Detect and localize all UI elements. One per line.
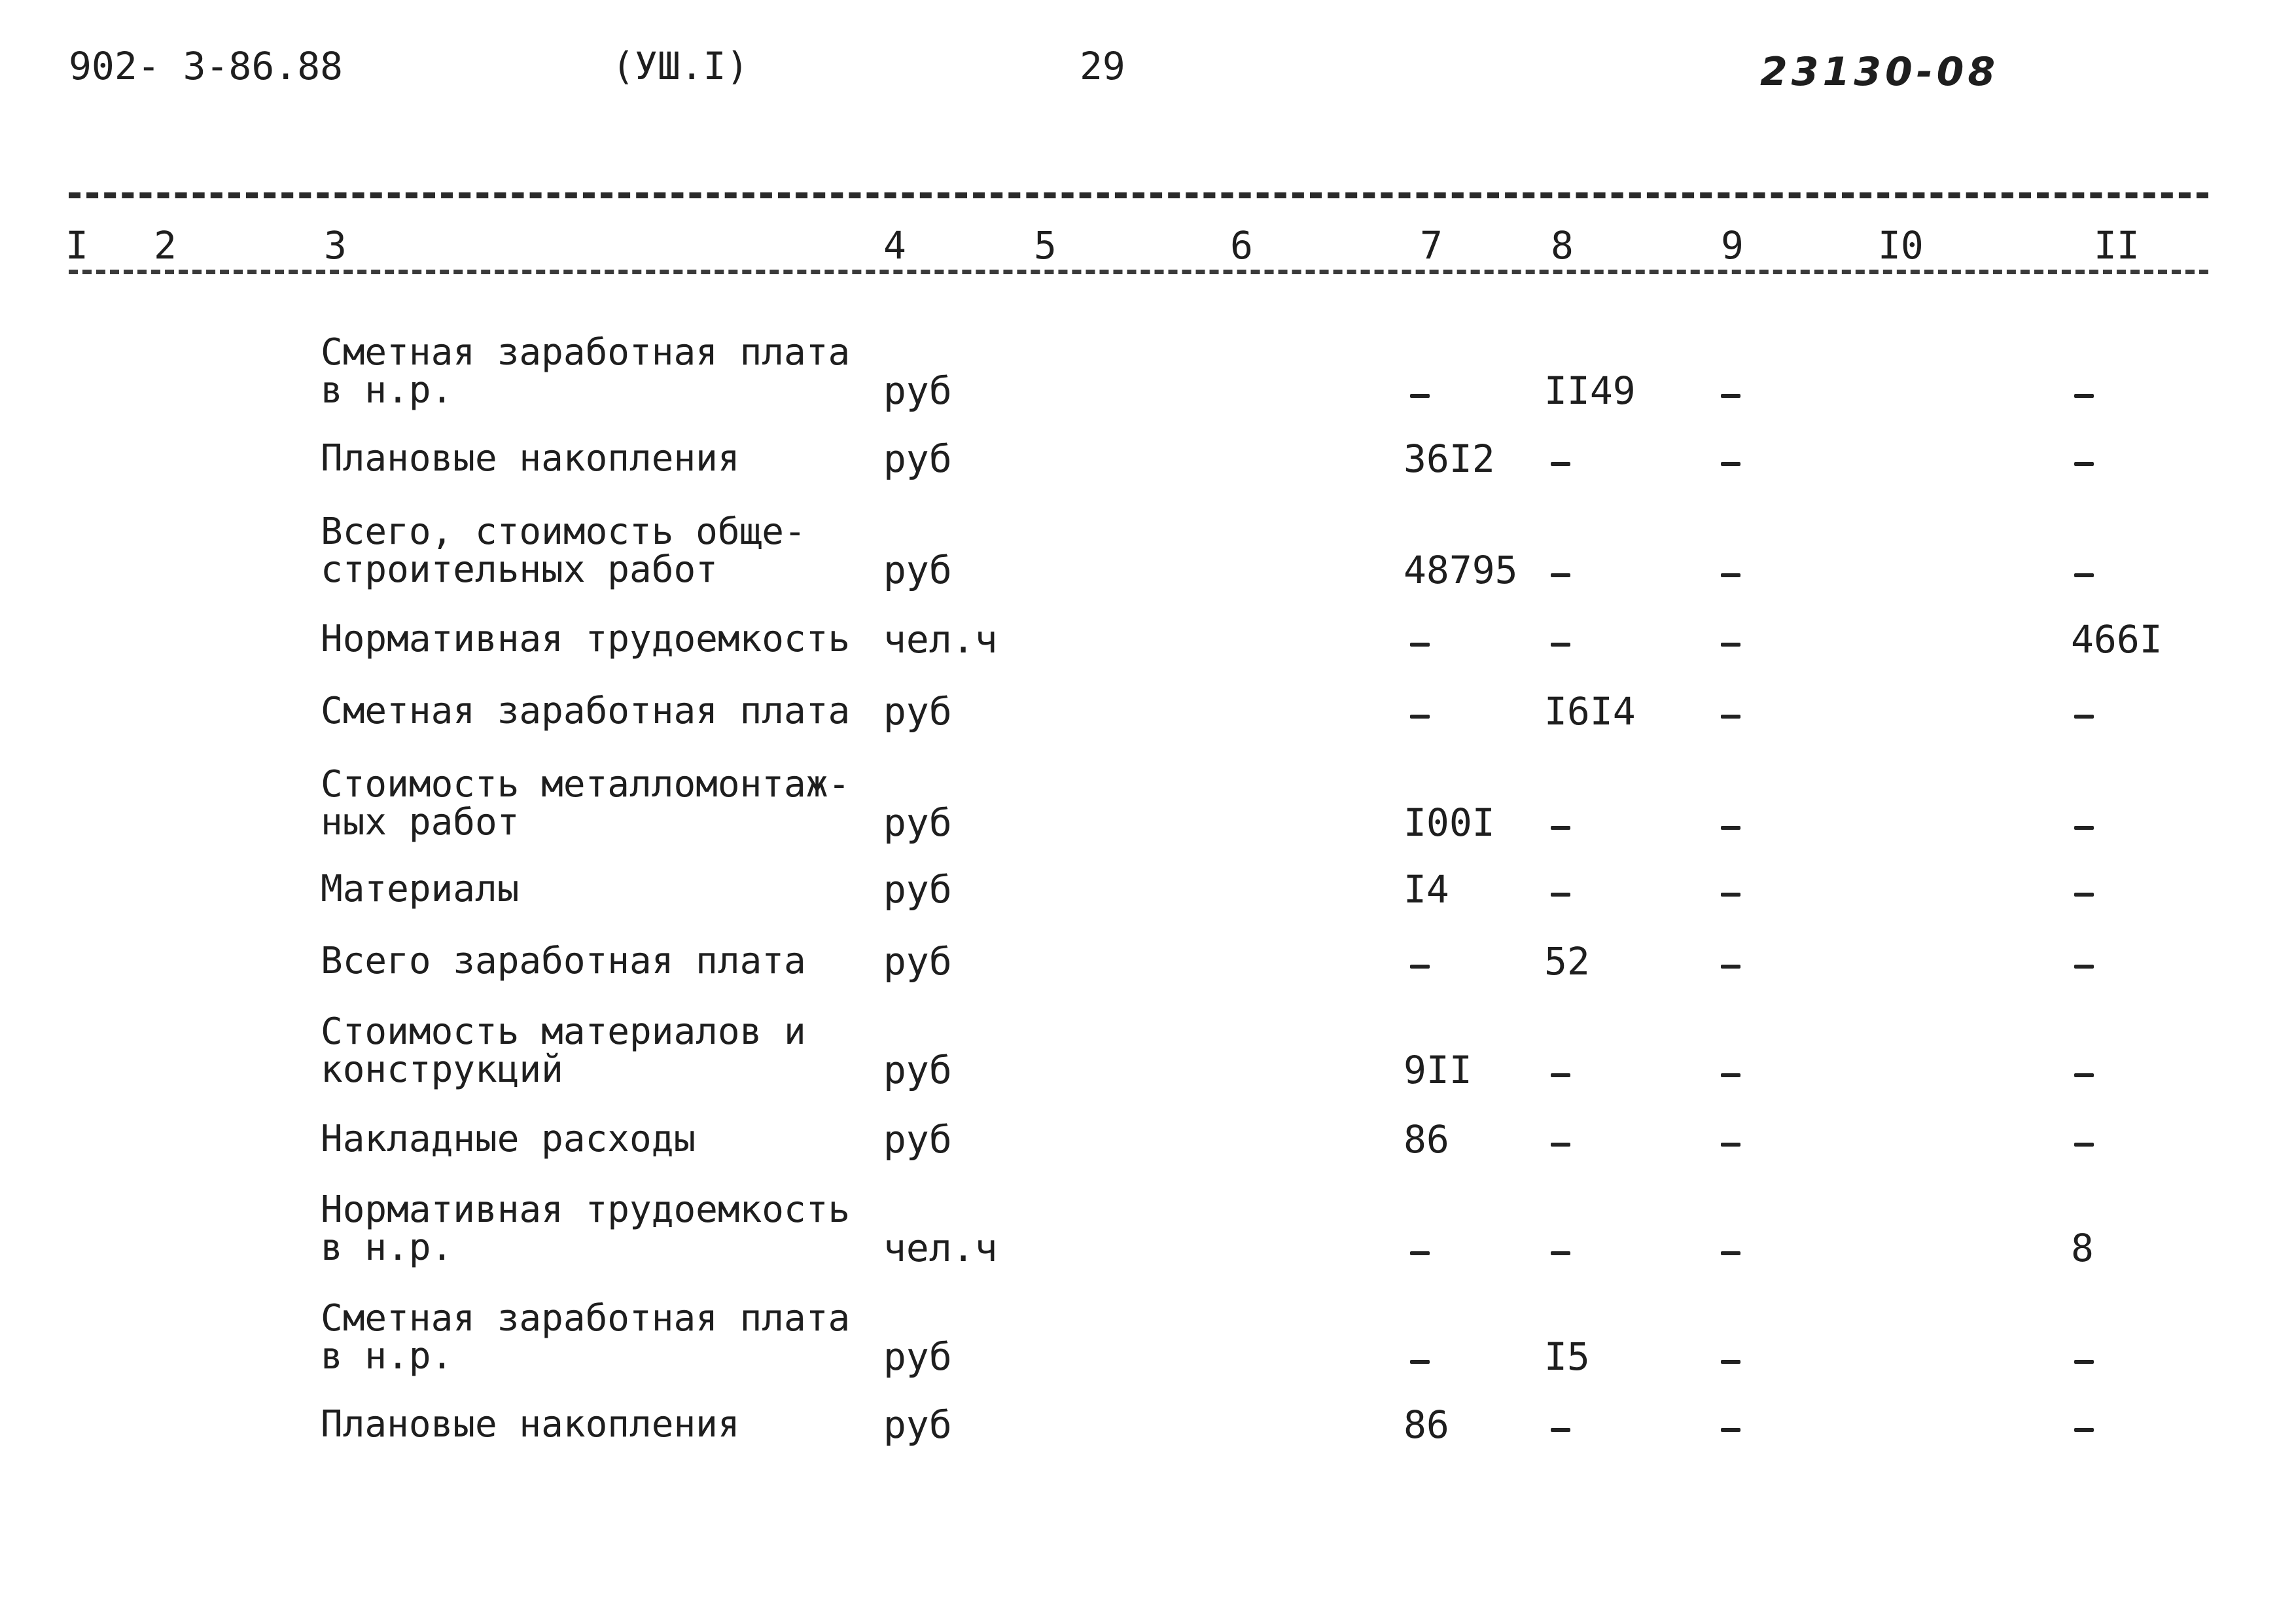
top-dashed-rule — [69, 192, 2208, 198]
row-description: Стоимость материалов и конструкций — [321, 1010, 806, 1091]
empty-dash-c11 — [2074, 1073, 2094, 1077]
empty-dash-c11 — [2074, 1143, 2094, 1147]
value-c7: 48795 — [1404, 548, 1518, 592]
empty-dash-c7 — [1410, 1360, 1430, 1364]
sheet-code-handwritten: 23130-08 — [1760, 49, 2000, 95]
row-description: Плановые накопления — [321, 1403, 740, 1446]
empty-dash-c9 — [1721, 893, 1740, 897]
empty-dash-c7 — [1410, 643, 1430, 647]
empty-dash-c8 — [1551, 826, 1570, 830]
empty-dash-c11 — [2074, 826, 2094, 830]
empty-dash-c11 — [2074, 1360, 2094, 1364]
row-description: Плановые накопления — [321, 437, 740, 480]
value-c8: II49 — [1544, 368, 1636, 413]
empty-dash-c9 — [1721, 573, 1740, 577]
empty-dash-c9 — [1721, 1428, 1740, 1432]
empty-dash-c8 — [1551, 1143, 1570, 1147]
empty-dash-c7 — [1410, 965, 1430, 969]
value-c7: 36I2 — [1404, 437, 1495, 481]
row-unit: руб — [883, 437, 952, 481]
empty-dash-c9 — [1721, 1251, 1740, 1255]
row-unit: руб — [883, 939, 952, 984]
empty-dash-c8 — [1551, 462, 1570, 466]
value-c7: 9II — [1404, 1048, 1472, 1092]
value-c7: 86 — [1404, 1402, 1449, 1447]
row-unit: руб — [883, 689, 952, 734]
empty-dash-c11 — [2074, 462, 2094, 466]
row-description: Стоимость металломонтаж- ных работ — [321, 763, 851, 844]
empty-dash-c9 — [1721, 394, 1740, 398]
row-description: Всего, стоимость обще- строительных работ — [321, 510, 806, 591]
column-number: 2 — [154, 223, 177, 268]
empty-dash-c8 — [1551, 643, 1570, 647]
row-description: Всего заработная плата — [321, 940, 806, 982]
row-unit: руб — [883, 800, 952, 845]
row-unit: руб — [883, 1048, 952, 1092]
value-c11: 466I — [2071, 617, 2163, 662]
column-number: 8 — [1551, 223, 1574, 268]
value-c8: I6I4 — [1544, 689, 1636, 734]
row-unit: руб — [883, 548, 952, 592]
column-number: II — [2094, 223, 2140, 268]
empty-dash-c11 — [2074, 1428, 2094, 1432]
empty-dash-c8 — [1551, 1073, 1570, 1077]
page-number: 29 — [1080, 44, 1125, 88]
row-description: Сметная заработная плата в н.р. — [321, 331, 851, 412]
empty-dash-c11 — [2074, 893, 2094, 897]
row-unit: чел.ч — [883, 617, 998, 662]
row-description: Материалы — [321, 868, 520, 910]
empty-dash-c7 — [1410, 394, 1430, 398]
empty-dash-c9 — [1721, 826, 1740, 830]
row-description: Сметная заработная плата в н.р. — [321, 1297, 851, 1378]
empty-dash-c9 — [1721, 715, 1740, 719]
row-unit: руб — [883, 368, 952, 413]
section-code: (УШ.I) — [612, 44, 749, 88]
value-c7: 86 — [1404, 1117, 1449, 1162]
value-c8: I5 — [1544, 1334, 1590, 1379]
column-number: 4 — [883, 223, 906, 268]
empty-dash-c11 — [2074, 394, 2094, 398]
empty-dash-c11 — [2074, 573, 2094, 577]
row-description: Нормативная трудоемкость — [321, 618, 851, 660]
row-description: Сметная заработная плата — [321, 690, 851, 732]
empty-dash-c8 — [1551, 1251, 1570, 1255]
row-description: Накладные расходы — [321, 1118, 696, 1160]
value-c8: 52 — [1544, 939, 1590, 984]
row-unit: руб — [883, 1402, 952, 1447]
empty-dash-c11 — [2074, 965, 2094, 969]
column-number: I — [65, 223, 88, 268]
column-number: 6 — [1230, 223, 1253, 268]
column-number: 7 — [1420, 223, 1443, 268]
row-unit: чел.ч — [883, 1226, 998, 1270]
column-number: 5 — [1034, 223, 1057, 268]
document-code: 902- 3-86.88 — [69, 44, 344, 88]
row-unit: руб — [883, 867, 952, 912]
empty-dash-c7 — [1410, 715, 1430, 719]
empty-dash-c11 — [2074, 715, 2094, 719]
empty-dash-c7 — [1410, 1251, 1430, 1255]
value-c7: I4 — [1404, 867, 1449, 912]
column-number: 3 — [324, 223, 347, 268]
empty-dash-c9 — [1721, 462, 1740, 466]
row-unit: руб — [883, 1334, 952, 1379]
row-description: Нормативная трудоемкость в н.р. — [321, 1188, 851, 1269]
empty-dash-c8 — [1551, 573, 1570, 577]
value-c11: 8 — [2071, 1226, 2094, 1270]
column-number: 9 — [1721, 223, 1744, 268]
empty-dash-c8 — [1551, 1428, 1570, 1432]
row-unit: руб — [883, 1117, 952, 1162]
column-header-dashed-rule — [69, 270, 2208, 274]
empty-dash-c8 — [1551, 893, 1570, 897]
empty-dash-c9 — [1721, 1143, 1740, 1147]
column-number: I0 — [1878, 223, 1924, 268]
empty-dash-c9 — [1721, 643, 1740, 647]
empty-dash-c9 — [1721, 965, 1740, 969]
empty-dash-c9 — [1721, 1360, 1740, 1364]
empty-dash-c9 — [1721, 1073, 1740, 1077]
value-c7: I00I — [1404, 800, 1495, 845]
